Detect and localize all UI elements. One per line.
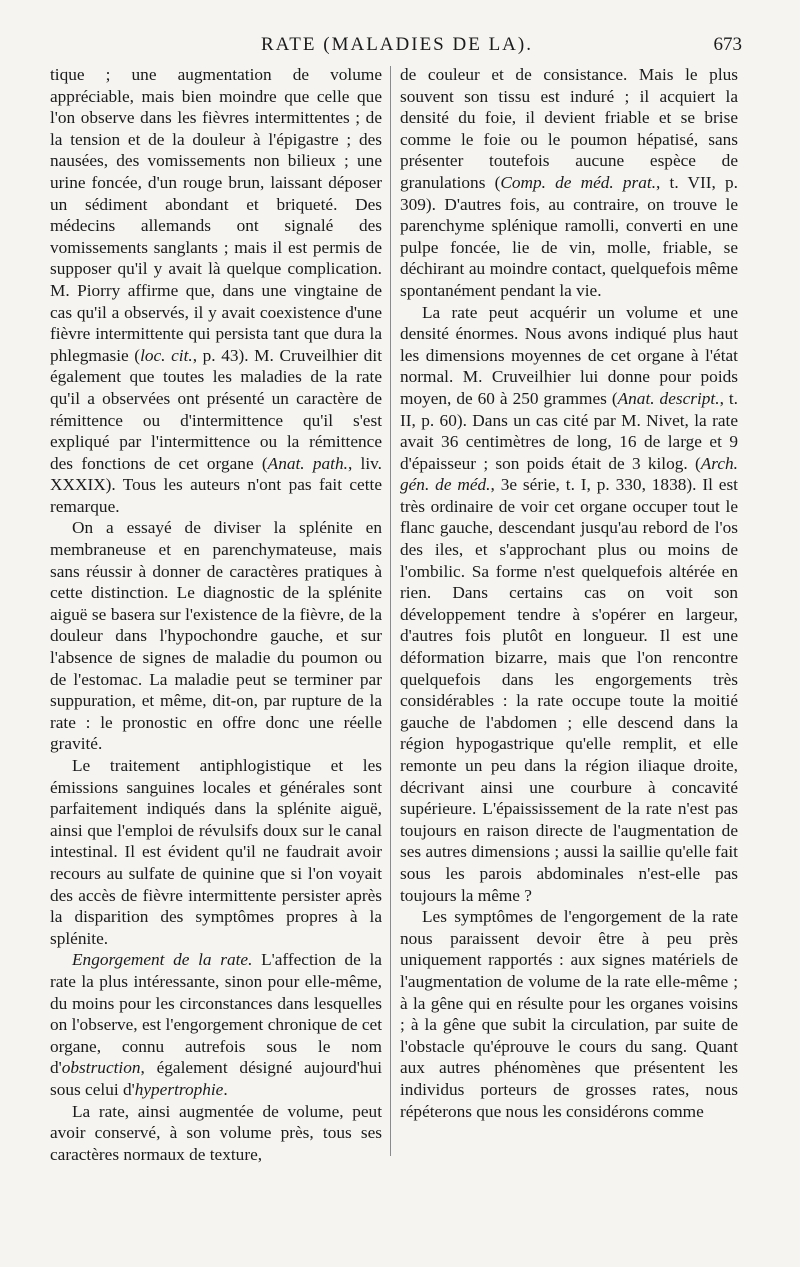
text-run: , également désigné aujourd'hui sous celui d' — [50, 1058, 382, 1099]
paragraph: Le traitement antiphlogistique et les émissions sanguines locales et générales sont parfaitement indiqués dans la splénite aiguë, ainsi que l'emploi de révulsifs doux sur le canal intestinal. Il est évident qu'il ne faudrait avoir recours au sulfate de quinine que si l'on voyait des accès de fièvre intermittente persister après la disparition des symptômes propres à la splénite. — [50, 756, 382, 948]
running-head: RATE (MALADIES DE LA). — [261, 34, 533, 55]
text-run: , 3e série, t. I, p. 330, 1838). Il est très ordinaire de voir cet organe occuper tout le flanc gauche, descendant jusqu'au rebord de l'os des iles, et s'approchant plus ou moins de l'ombilic. Sa forme n'est quelquefois altérée en rien. Dans certains cas on voit son développement tendre à s'opérer en largeur, d'autres fois plutôt en longueur. Il est une déformation bizarre, mais que l'on rencontre quelquefois dans les engorgements très considérables : la rate occupe toute la moitié gauche de l'abdomen ; elle descend dans la région hypogastrique qu'elle remplit, et elle remonte un peu dans la région iliaque droite, décrivant ainsi une courbure à concavité supérieure. L'épaississement de la rate n'est pas toujours en raison directe de l'augmentation de ses autres dimensions ; aussi la saillie qu'elle fait sous les parois abdominales n'est-elle pas toujours la même ? — [400, 475, 738, 905]
citation: Anat. descript. — [617, 388, 720, 408]
paragraph: La rate, ainsi augmentée de volume, peut avoir conservé, à son volume près, tous ses caractères normaux de texture, — [50, 1101, 382, 1164]
text-run: tique ; une augmentation de volume appréciable, mais bien moindre que celle que l'on observe dans les fièvres intermittentes ; de la tension et de la douleur à l'épigastre ; des nausées, des vomissements non bilieux ; une urine foncée, d'un rouge brun, laissant déposer un sédiment abondant et briqueté. Des médecins allemands ont signalé des vomissements sanglants ; mais il est permis de supposer qu'il y avait là quelque complication. M. Piorry affirme que, dans une vingtaine de cas qu'il a observés, il y avait coexistence d'une fièvre intermittente qui persista tant que dura la phlegmasie ( — [50, 65, 382, 365]
paragraph: Les symptômes de l'engorgement de la rate nous paraissent devoir être à peu près uniquement rapportés : aux signes matériels de l'augmentation de volume de la rate elle-même ; à la gêne qui en résulte pour les organes voisins ; à la gêne que subit la circulation, par suite de l'obstacle qu'éprouve le cours du sang. Quant aux autres phénomènes que présentent les individus porteurs de grosses rates, nous répéterons que nous les considérons comme — [400, 907, 738, 1121]
paragraph: On a essayé de diviser la splénite en membraneuse et en parenchymateuse, mais sans réussir à donner de caractères pratiques à cette distinction. Le diagnostic de la splénite aiguë se basera sur l'existence de la fièvre, de la douleur dans l'hypochondre gauche, et sur l'absence de signes de maladie du poumon ou de l'estomac. La maladie peut se terminer par suppuration, et même, dit-on, par rupture de la rate : le pronostic en offre donc une réelle gravité. — [50, 518, 382, 754]
paragraph — [50, 949, 382, 1100]
text-run: , p. 43). M. Cruveilhier dit également que toutes les maladies de la rate qu'il a observées ont présenté un caractère de rémittence ou d'intermittence qu'il s'est expliqué par l'intermittence ou la rémittence des fonctions de cet organe ( — [50, 345, 382, 473]
text-run: de couleur et de consistance. Mais le plus souvent son tissu est induré ; il acquiert la densité du foie, il devient friable et se brise comme le foie ou le poumon hépatisé, sans présenter toutefois aucune espèce de granulations ( — [400, 65, 738, 192]
text-run: La rate peut acquérir un volume et une densité énormes. Nous avons indiqué plus haut les dimensions moyennes de cet organe à l'état normal. M. Cruveilhier lui donne pour poids moyen, de 60 à 250 grammes ( — [400, 302, 738, 408]
section-title: Engorgement de la rate. — [72, 950, 253, 970]
term: hypertrophie — [134, 1079, 224, 1099]
paragraph — [400, 64, 738, 302]
term: obstruction — [61, 1058, 141, 1078]
citation: Anat. path. — [267, 453, 348, 473]
paragraph — [400, 302, 738, 907]
text-run: . — [223, 1079, 228, 1099]
page-header — [52, 34, 742, 60]
page-number: 673 — [713, 34, 742, 55]
text-run: , t. II, p. 60). Dans un cas cité par M. Nivet, la rate avait 36 centimètres de long, 16 de large et 9 d'épaisseur ; son poids était de 3 kilog. ( — [400, 388, 738, 473]
text-run: , liv. XXXIX). Tous les auteurs n'ont pas fait cette remarque. — [50, 453, 382, 516]
column-divider — [390, 66, 391, 1156]
citation: loc. cit. — [140, 345, 193, 365]
citation: Comp. de méd. prat. — [500, 172, 657, 192]
right-column — [400, 64, 738, 1122]
paragraph — [50, 64, 382, 517]
text-run: L'affection de la rate la plus intéressante, sinon pour elle-même, du moins pour les circonstances dans lesquelles on l'observe, est l'engorgement chronique de cet organe, connu autrefois sous le nom d' — [50, 950, 382, 1078]
citation: Arch. gén. de méd. — [400, 453, 738, 495]
left-column — [50, 64, 382, 1165]
text-run: , t. VII, p. 309). D'autres fois, au contraire, on trouve le parenchyme splénique ramolli, converti en une pulpe foncée, lie de vin, molle, friable, se déchirant au moindre contact, quelquefois même spontanément pendant la vie. — [400, 172, 738, 300]
